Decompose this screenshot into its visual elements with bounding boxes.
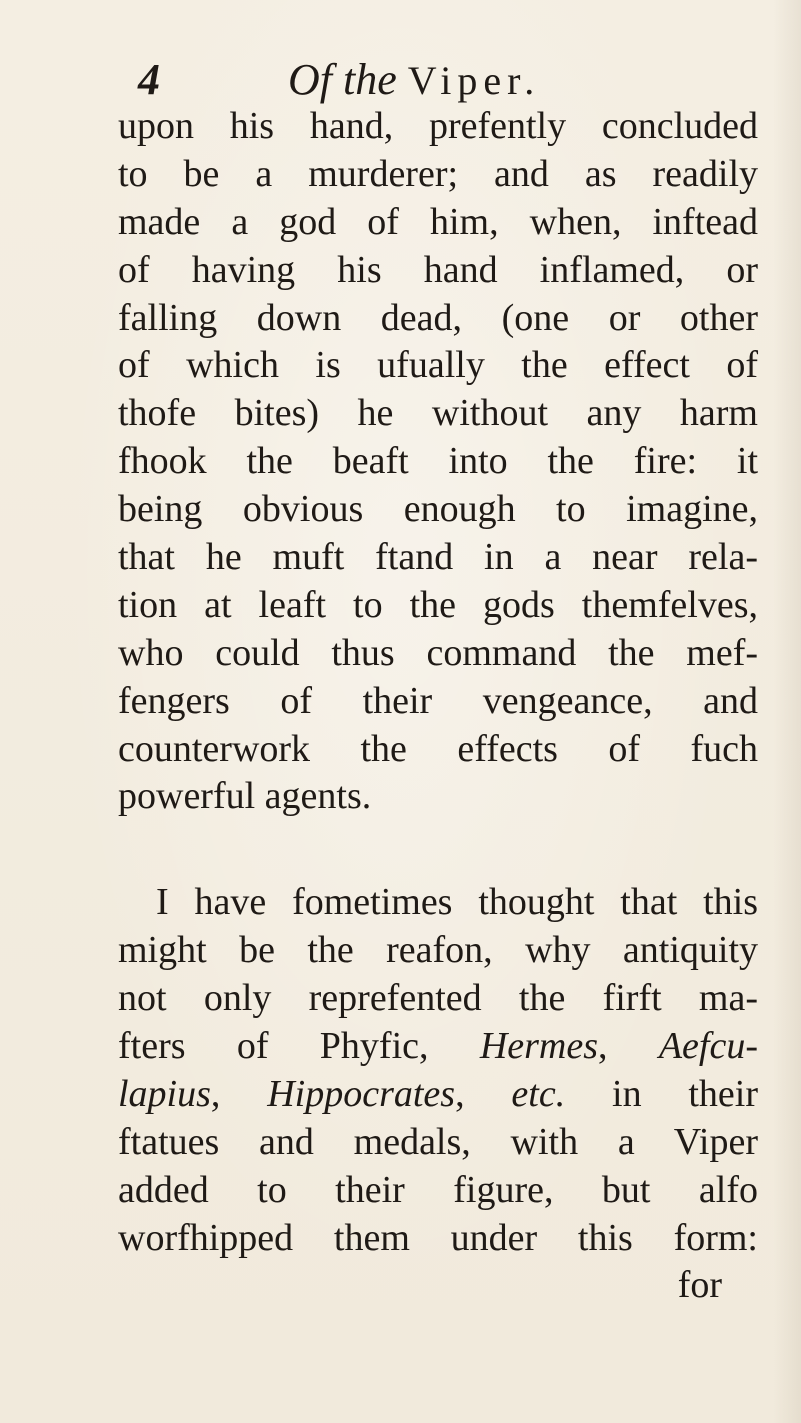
- text-run: ,: [210, 1072, 268, 1115]
- text-line: to be a murderer; and as readily: [118, 152, 758, 195]
- text-run: ,: [455, 1072, 512, 1115]
- text-run: in their: [565, 1072, 759, 1115]
- name-hippocrates: Hippocrates: [267, 1072, 456, 1115]
- text-line: added to their figure, but alfo: [118, 1168, 758, 1211]
- text-line: powerful agents.: [118, 775, 372, 818]
- text-line: being obvious enough to imagine,: [118, 488, 758, 531]
- text-line: might be the reafon, why antiquity: [118, 929, 758, 972]
- title-prefix: Of: [288, 55, 332, 104]
- page-edge-shadow: [773, 0, 801, 1423]
- text-line: upon his hand, prefently concluded: [118, 105, 758, 147]
- text-line: fhook the beaft into the fire: it: [118, 440, 758, 483]
- catchword: for: [677, 1264, 722, 1307]
- title-article: the: [343, 55, 397, 104]
- paragraph-gap: [118, 821, 758, 879]
- etc-abbrev: etc.: [511, 1072, 566, 1115]
- text-line: who could thus command the mef-: [118, 631, 758, 674]
- page-number: 4: [138, 55, 160, 104]
- text-line: thofe bites) he without any harm: [118, 392, 758, 435]
- text-run: ,: [598, 1025, 659, 1068]
- text-line: not only reprefented the firft ma-: [118, 977, 758, 1020]
- running-title: [288, 52, 540, 109]
- text-run: fters of Phyfic,: [118, 1025, 480, 1068]
- text-line: ftatues and medals, with a Viper: [118, 1120, 758, 1163]
- body-text: [118, 103, 758, 1310]
- text-line: fengers of their vengeance, and: [118, 679, 758, 722]
- name-hermes: Hermes: [479, 1025, 599, 1068]
- text-line: I have fometimes thought that this: [156, 881, 758, 924]
- text-line: of which is ufually the effect of: [118, 344, 758, 387]
- text-line: falling down dead, (one or other: [118, 296, 758, 339]
- text-line: counterwork the effects of fuch: [118, 727, 758, 770]
- name-aesculapius-end: lapius: [118, 1072, 211, 1115]
- name-aesculapius-start: Aefcu-: [658, 1025, 758, 1068]
- text-line: tion at leaft to the gods themfelves,: [118, 583, 758, 626]
- paragraph-2: [118, 879, 758, 1310]
- text-line: made a god of him, when, inftead: [118, 200, 758, 243]
- text-line-mixed: [118, 1023, 758, 1071]
- title-word: Viper.: [407, 58, 541, 103]
- text-line: that he muft ftand in a near rela-: [118, 536, 758, 579]
- text-line: of having his hand inflamed, or: [118, 248, 758, 291]
- text-line-mixed: [118, 1071, 758, 1119]
- text-line: worfhipped them under this form:: [118, 1216, 758, 1259]
- paragraph-1: [118, 103, 758, 821]
- running-header: [138, 52, 658, 108]
